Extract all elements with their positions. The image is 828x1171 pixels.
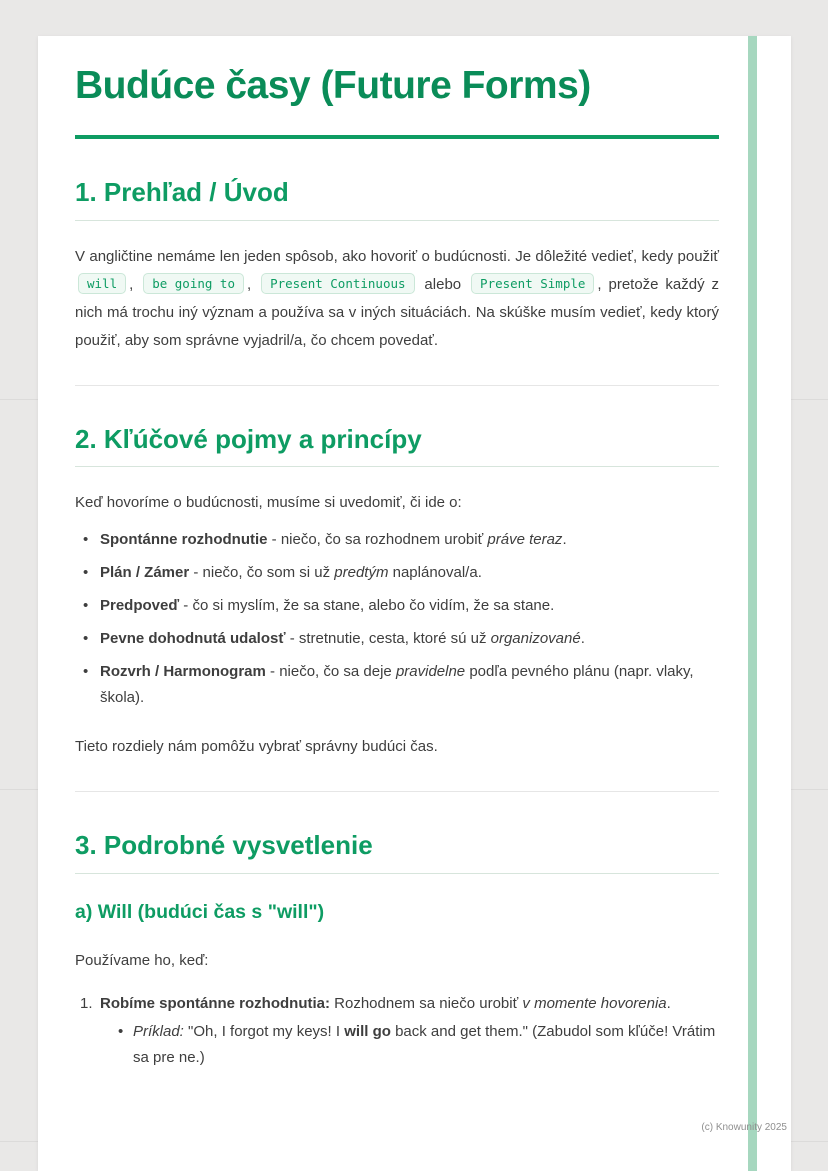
text-segment: , [129,275,141,293]
text-segment: will go [344,1023,391,1041]
section-detailed [75,830,719,1078]
section-overview [75,177,719,355]
text-segment: . [562,531,567,549]
section-divider [75,791,719,792]
example-list [100,1019,719,1071]
text-segment: - stretnutie, cesta, ktoré sú už [285,630,491,648]
section-3-heading: 3. Podrobné vysvetlenie [75,830,719,874]
numbered-item-body [100,991,719,1078]
text-segment: v momente hovorenia [522,995,667,1013]
text-segment: "Oh, I forgot my keys! I [183,1023,345,1041]
list-item [100,1019,719,1071]
text-segment: - niečo, čo sa rozhodnem urobiť [267,531,488,549]
text-segment: Plán / Zámer [100,564,190,582]
inline-code-badge: Present Continuous [261,273,414,295]
inline-code-badge: will [78,273,126,295]
intro-paragraph [75,243,719,355]
text-segment: Robíme spontánne rozhodnutia: [100,995,330,1013]
inline-code-badge: be going to [143,273,244,295]
text-segment: back and get them." (Zabudol som kľúče! Vrátim sa pre ne.) [133,1023,716,1067]
text-segment: , [246,275,259,293]
text-segment: Spontánne rozhodnutie [100,531,268,549]
accent-stripe [748,36,757,1171]
text-segment: predtým [334,564,389,582]
list-item [75,659,719,711]
list-item [75,560,719,586]
document-title: Budúce časy (Future Forms) [75,64,591,107]
document-page [38,36,791,1171]
section-key-concepts [75,424,719,762]
text-segment: podľa pevného plánu (napr. vlaky, škola). [100,663,694,707]
text-segment: práve teraz [487,531,563,549]
text-segment: pravidelne [395,663,466,681]
key-concepts-outro: Tieto rozdiely nám pomôžu vybrať správny budúci čas. [75,738,438,756]
text-segment: Predpoveď [100,597,180,615]
section-1-heading: 1. Prehľad / Úvod [75,177,719,221]
text-segment: Rozhodnem sa niečo urobiť [330,995,523,1013]
inline-code-badge: Present Simple [471,273,594,295]
numbered-item-marker: 1. [80,995,93,1013]
key-concepts-lead: Keď hovoríme o budúcnosti, musíme si uvedomiť, či ide o: [75,494,462,512]
key-concepts-list [75,527,719,711]
copyright-note: (c) Knowunity 2025 [701,1122,787,1133]
list-item [75,626,719,652]
document-content [38,36,791,1078]
text-segment: . [666,995,671,1013]
text-segment: , pretože každý z nich má trochu iný význam a používa sa v iných situáciách. Na skúške musím vedieť, kedy ktorý použiť, aby som správne vyjadril/a, čo chcem povedať. [75,275,719,349]
will-usage-lead: Používame ho, keď: [75,952,209,970]
text-segment: . [580,630,585,648]
text-segment: alebo [417,275,469,293]
text-segment: organizované [490,630,581,648]
text-segment: - niečo, čo som si už [189,564,335,582]
subsection-a-heading: a) Will (budúci čas s "will") [75,901,325,923]
section-divider [75,385,719,386]
text-segment: naplánoval/a. [388,564,482,582]
text-segment: - čo si myslím, že sa stane, alebo čo vidím, že sa stane. [179,597,555,615]
list-item [75,593,719,619]
numbered-item [75,991,719,1078]
text-segment: Rozvrh / Harmonogram [100,663,266,681]
section-2-heading: 2. Kľúčové pojmy a princípy [75,424,719,468]
title-underline [75,135,719,139]
text-segment: - niečo, čo sa deje [265,663,396,681]
numbered-item-text [100,991,719,1017]
text-segment: Príklad: [133,1023,184,1041]
list-item [75,527,719,553]
text-segment: V angličtine nemáme len jeden spôsob, ako hovoriť o budúcnosti. Je dôležité vedieť, kedy použiť [75,247,719,265]
text-segment: Pevne dohodnutá udalosť [100,630,286,648]
